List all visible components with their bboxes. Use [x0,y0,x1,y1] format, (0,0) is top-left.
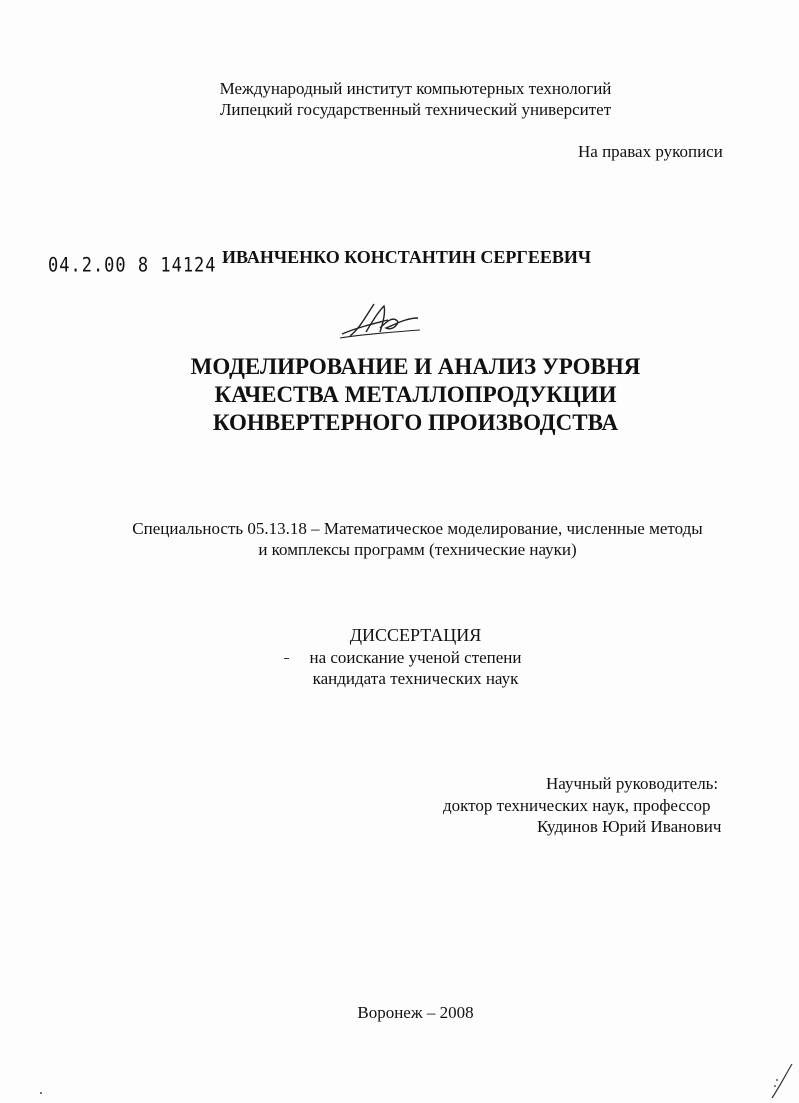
specialty-line-2: и комплексы программ (технические науки) [258,540,577,559]
institute-line-2: Липецкий государственный технический университет [219,100,612,119]
supervisor-label: Научный руководитель: [546,774,719,793]
title-line-3: КОНВЕРТЕРНОГО ПРОИЗВОДСТВА [212,410,619,435]
degree-line-1: на соискание ученой степени [309,648,522,667]
title-line-1: МОДЕЛИРОВАНИЕ И АНАЛИЗ УРОВНЯ [190,354,641,379]
catalog-number: 04.2.00 8 14124 [48,254,217,278]
city-year: Воронеж – 2008 [357,1003,474,1022]
document-type: ДИССЕРТАЦИЯ [349,625,482,645]
supervisor-degree: доктор технических наук, профессор [443,796,711,815]
supervisor-name: Кудинов Юрий Иванович [537,817,722,836]
paper-speck [40,1092,42,1094]
manuscript-note: На правах рукописи [578,142,723,161]
title-line-2: КАЧЕСТВА МЕТАЛЛОПРОДУКЦИИ [214,382,617,407]
author-name: ИВАНЧЕНКО КОНСТАНТИН СЕРГЕЕВИЧ [222,247,592,267]
specialty-line-1: Специальность 05.13.18 – Математическое моделирование, численные методы [132,519,703,538]
institute-line-1: Международный институт компьютерных технологий [219,79,612,98]
signature-image [336,298,426,342]
corner-pencil-mark [768,1062,794,1100]
degree-line-2: кандидата технических наук [312,669,519,688]
